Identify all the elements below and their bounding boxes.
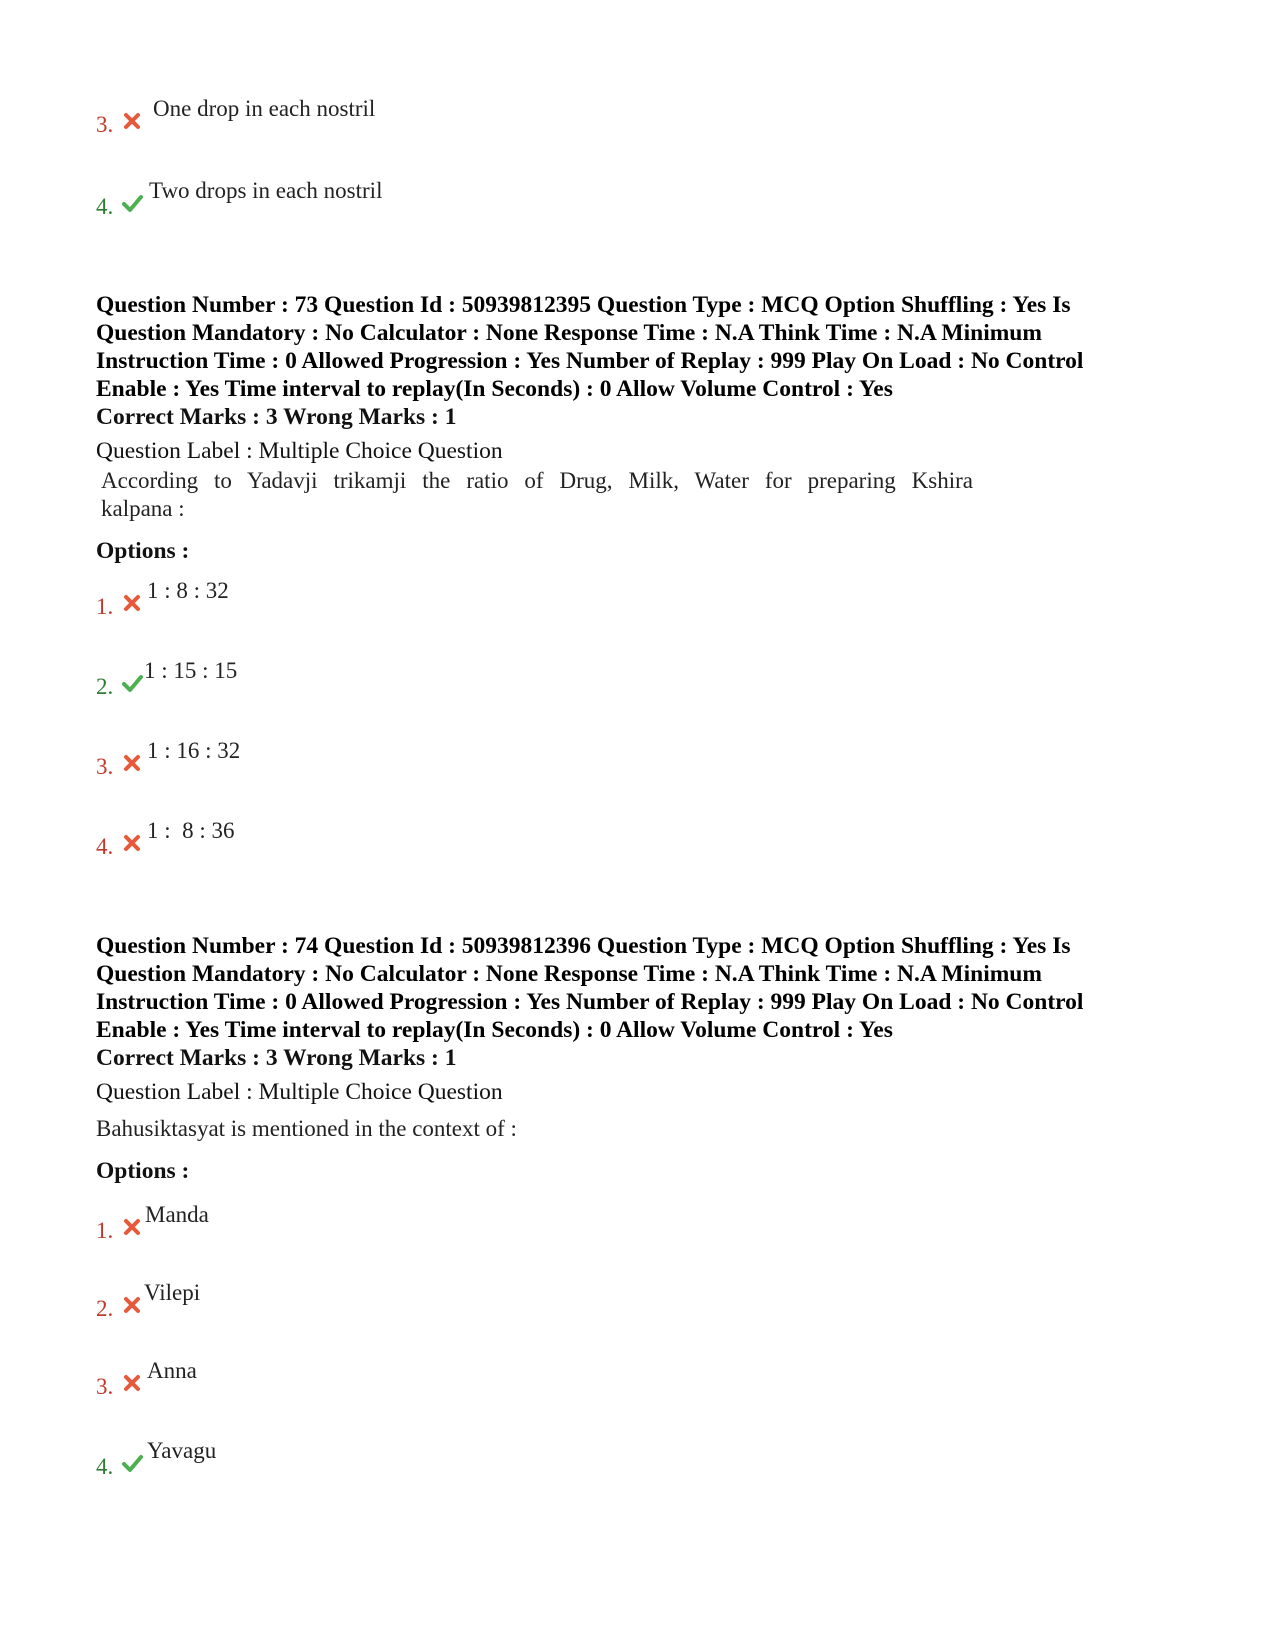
cross-icon [121, 1216, 143, 1238]
option-text: Yavagu [147, 1438, 217, 1463]
meta-line: Enable : Yes Time interval to replay(In Seconds) : 0 Allow Volume Control : Yes [96, 1017, 893, 1043]
option-number: 4. [96, 1454, 114, 1479]
question-label: Question Label : Multiple Choice Question [96, 1079, 503, 1105]
option-text: 1 : 8 : 36 [147, 818, 235, 843]
option-text: 1 : 15 : 15 [144, 658, 238, 683]
cross-icon [121, 592, 143, 614]
question-marks: Correct Marks : 3 Wrong Marks : 1 [96, 404, 457, 430]
meta-line: Instruction Time : 0 Allowed Progression : Yes Number of Replay : 999 Play On Load : No Control [96, 989, 1084, 1015]
option-1 [96, 578, 896, 618]
option-2 [96, 1280, 896, 1320]
cross-icon [121, 110, 143, 132]
meta-line: Instruction Time : 0 Allowed Progression : Yes Number of Replay : 999 Play On Load : No Control [96, 348, 1084, 374]
cross-icon [121, 752, 143, 774]
option-4 [96, 1438, 896, 1478]
question-text-line: According to Yadavji trikamji the ratio of Drug, Milk, Water for preparing Kshira [101, 468, 973, 493]
meta-line: Question Number : 73 Question Id : 50939812395 Question Type : MCQ Option Shuffling : Yes Is [96, 292, 1071, 318]
meta-line: Question Mandatory : No Calculator : None Response Time : N.A Think Time : N.A Minimum [96, 320, 1042, 346]
option-4 [96, 818, 896, 858]
option-text: One drop in each nostril [153, 96, 376, 121]
option-text: Manda [145, 1202, 209, 1227]
cross-icon [121, 1294, 143, 1316]
option-3 [96, 738, 896, 778]
question-text [96, 1115, 517, 1143]
question-label: Question Label : Multiple Choice Question [96, 438, 503, 464]
option-text: 1 : 8 : 32 [147, 578, 229, 603]
option-1 [96, 1202, 896, 1242]
option-text: 1 : 16 : 32 [147, 738, 241, 763]
option-number: 3. [96, 754, 114, 779]
options-heading: Options : [96, 1158, 190, 1184]
option-2 [96, 658, 896, 698]
options-heading: Options : [96, 538, 190, 564]
prev-option-4 [96, 178, 896, 218]
check-icon [121, 1452, 143, 1474]
option-text: Anna [147, 1358, 197, 1383]
prev-option-3 [96, 96, 896, 136]
question-text-line: Bahusiktasyat is mentioned in the context of : [96, 1116, 517, 1141]
option-text: Vilepi [144, 1280, 201, 1305]
option-number: 2. [96, 1296, 114, 1321]
cross-icon [121, 1372, 143, 1394]
meta-line: Enable : Yes Time interval to replay(In Seconds) : 0 Allow Volume Control : Yes [96, 376, 893, 402]
option-number: 3. [96, 112, 114, 137]
option-number: 1. [96, 594, 114, 619]
option-number: 4. [96, 194, 114, 219]
option-number: 1. [96, 1218, 114, 1243]
cross-icon [121, 832, 143, 854]
meta-line: Question Number : 74 Question Id : 50939812396 Question Type : MCQ Option Shuffling : Yes Is [96, 933, 1071, 959]
question-marks: Correct Marks : 3 Wrong Marks : 1 [96, 1045, 457, 1071]
option-text: Two drops in each nostril [149, 178, 383, 203]
check-icon [121, 192, 143, 214]
check-icon [121, 672, 143, 694]
question-meta [96, 932, 1196, 1044]
option-number: 2. [96, 674, 114, 699]
question-meta [96, 291, 1196, 403]
question-text [101, 467, 973, 523]
option-number: 4. [96, 834, 114, 859]
question-text-line: kalpana : [101, 496, 185, 521]
option-3 [96, 1358, 896, 1398]
meta-line: Question Mandatory : No Calculator : None Response Time : N.A Think Time : N.A Minimum [96, 961, 1042, 987]
option-number: 3. [96, 1374, 114, 1399]
